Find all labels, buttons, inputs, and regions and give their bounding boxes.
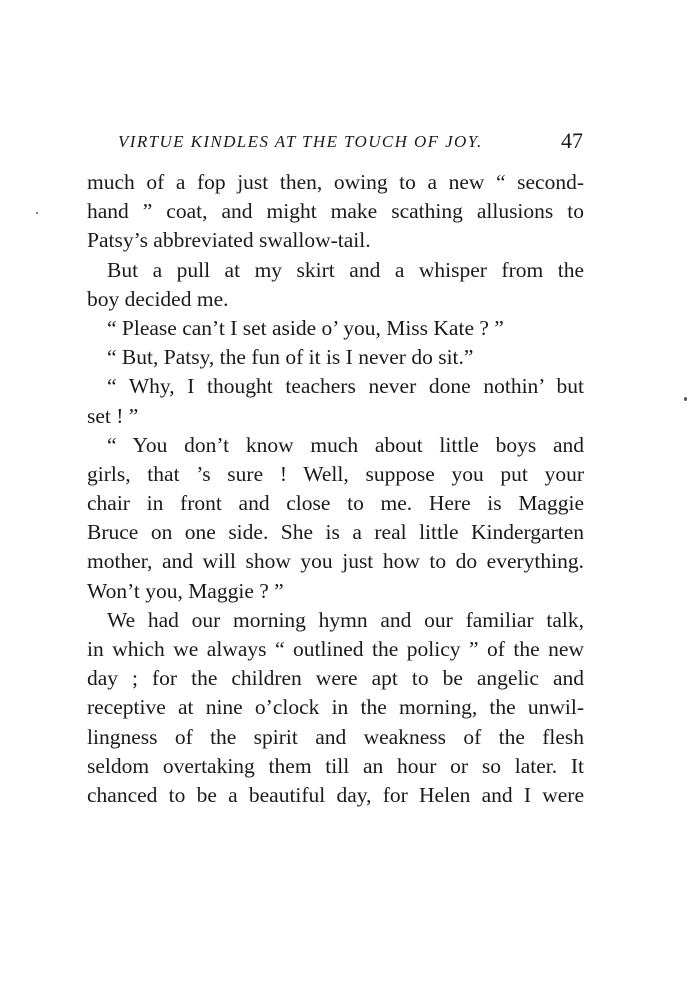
text-line: Patsy’s abbreviated swallow-tail. <box>87 228 371 253</box>
text-line: boy decided me. <box>87 286 229 311</box>
text-line: much of a fop just then, owing to a new “ second- <box>87 170 584 194</box>
text-line: receptive at nine o’clock in the morning, the unwil- <box>87 695 584 720</box>
text-line: hand ” coat, and might make scathing allusions to <box>87 199 584 224</box>
text-line: We had our morning hymn and our familiar talk, <box>107 607 584 632</box>
text-line: “ Please can’t I set aside o’ you, Miss Kate ? ” <box>107 315 504 340</box>
text-line: girls, that ’s sure ! Well, suppose you put your <box>87 461 584 486</box>
scan-speck <box>36 212 38 214</box>
scan-speck <box>684 397 687 401</box>
text-line: Won’t you, Maggie ? ” <box>87 578 284 603</box>
text-line: set ! ” <box>87 403 139 428</box>
text-line: chair in front and close to me. Here is Maggie <box>87 491 584 516</box>
running-head <box>118 128 583 158</box>
text-line: in which we always “ outlined the policy ” of the new <box>87 637 584 661</box>
text-line: “ You don’t know much about little boys and <box>107 432 584 457</box>
text-line: day ; for the children were apt to be angelic and <box>87 666 584 691</box>
body-text <box>87 168 584 810</box>
text-line: Bruce on one side. She is a real little Kindergarten <box>87 520 584 545</box>
text-line: “ But, Patsy, the fun of it is I never do sit.” <box>107 345 474 370</box>
text-line: But a pull at my skirt and a whisper from the <box>107 257 584 282</box>
text-line: seldom overtaking them till an hour or so later. It <box>87 753 584 778</box>
text-line: “ Why, I thought teachers never done nothin’ but <box>107 374 584 399</box>
text-line: chanced to be a beautiful day, for Helen and I were <box>87 782 584 807</box>
text-line: mother, and will show you just how to do everything. <box>87 549 584 574</box>
text-line: lingness of the spirit and weakness of the flesh <box>87 724 584 749</box>
running-title: VIRTUE KINDLES AT THE TOUCH OF JOY. <box>118 132 483 151</box>
page-number: 47 <box>561 128 583 153</box>
